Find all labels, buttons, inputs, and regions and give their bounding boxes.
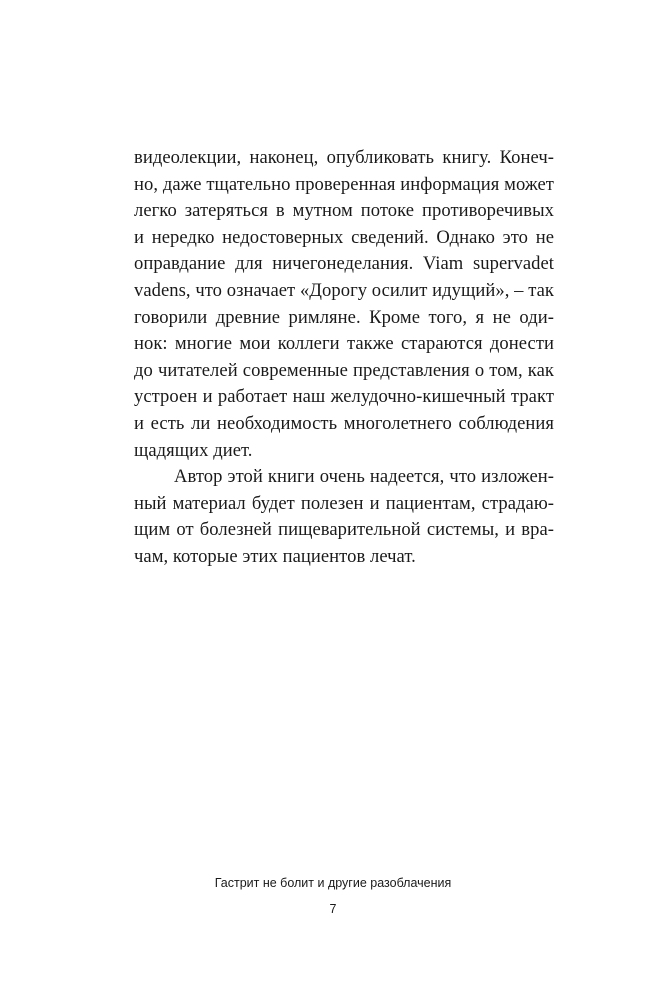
text-line: и нередко недостоверных сведений. Однако это не [134,226,554,248]
text-line: Автор этой книги очень надеется, что изложен- [174,466,554,488]
text-line: но, даже тщательно проверенная информация может [134,173,554,195]
page-number: 7 [329,902,337,916]
paragraph-2 [134,464,554,570]
text-line: и есть ли необходимость многолетнего соблюдения [134,412,554,434]
text-line: до читателей современные представления о том, как [134,359,554,381]
text-line: щадящих диет. [134,439,253,461]
running-footer-title: Гастрит не болит и другие разоблачения [214,876,452,890]
paragraph-1 [134,145,554,464]
text-line: нок: многие мои коллеги также стараются донести [134,333,554,355]
text-line: оправдание для ничегонеделания. Viam supervadet [134,253,554,275]
text-line: говорили древние римляне. Кроме того, я не оди- [134,306,554,328]
text-line: щим от болезней пищеварительной системы, и вра- [134,519,554,541]
text-line: чам, которые этих пациентов лечат. [134,545,416,567]
text-line: легко затеряться в мутном потоке противоречивых [134,200,554,222]
text-line: vadens, что означает «Дорогу осилит идущий», – так [134,279,554,301]
body-text [134,145,554,571]
text-line: устроен и работает наш желудочно-кишечный тракт [134,386,554,408]
text-line: видеолекции, наконец, опубликовать книгу. Конеч- [134,147,554,168]
text-line: ный материал будет полезен и пациентам, страдаю- [134,492,554,514]
